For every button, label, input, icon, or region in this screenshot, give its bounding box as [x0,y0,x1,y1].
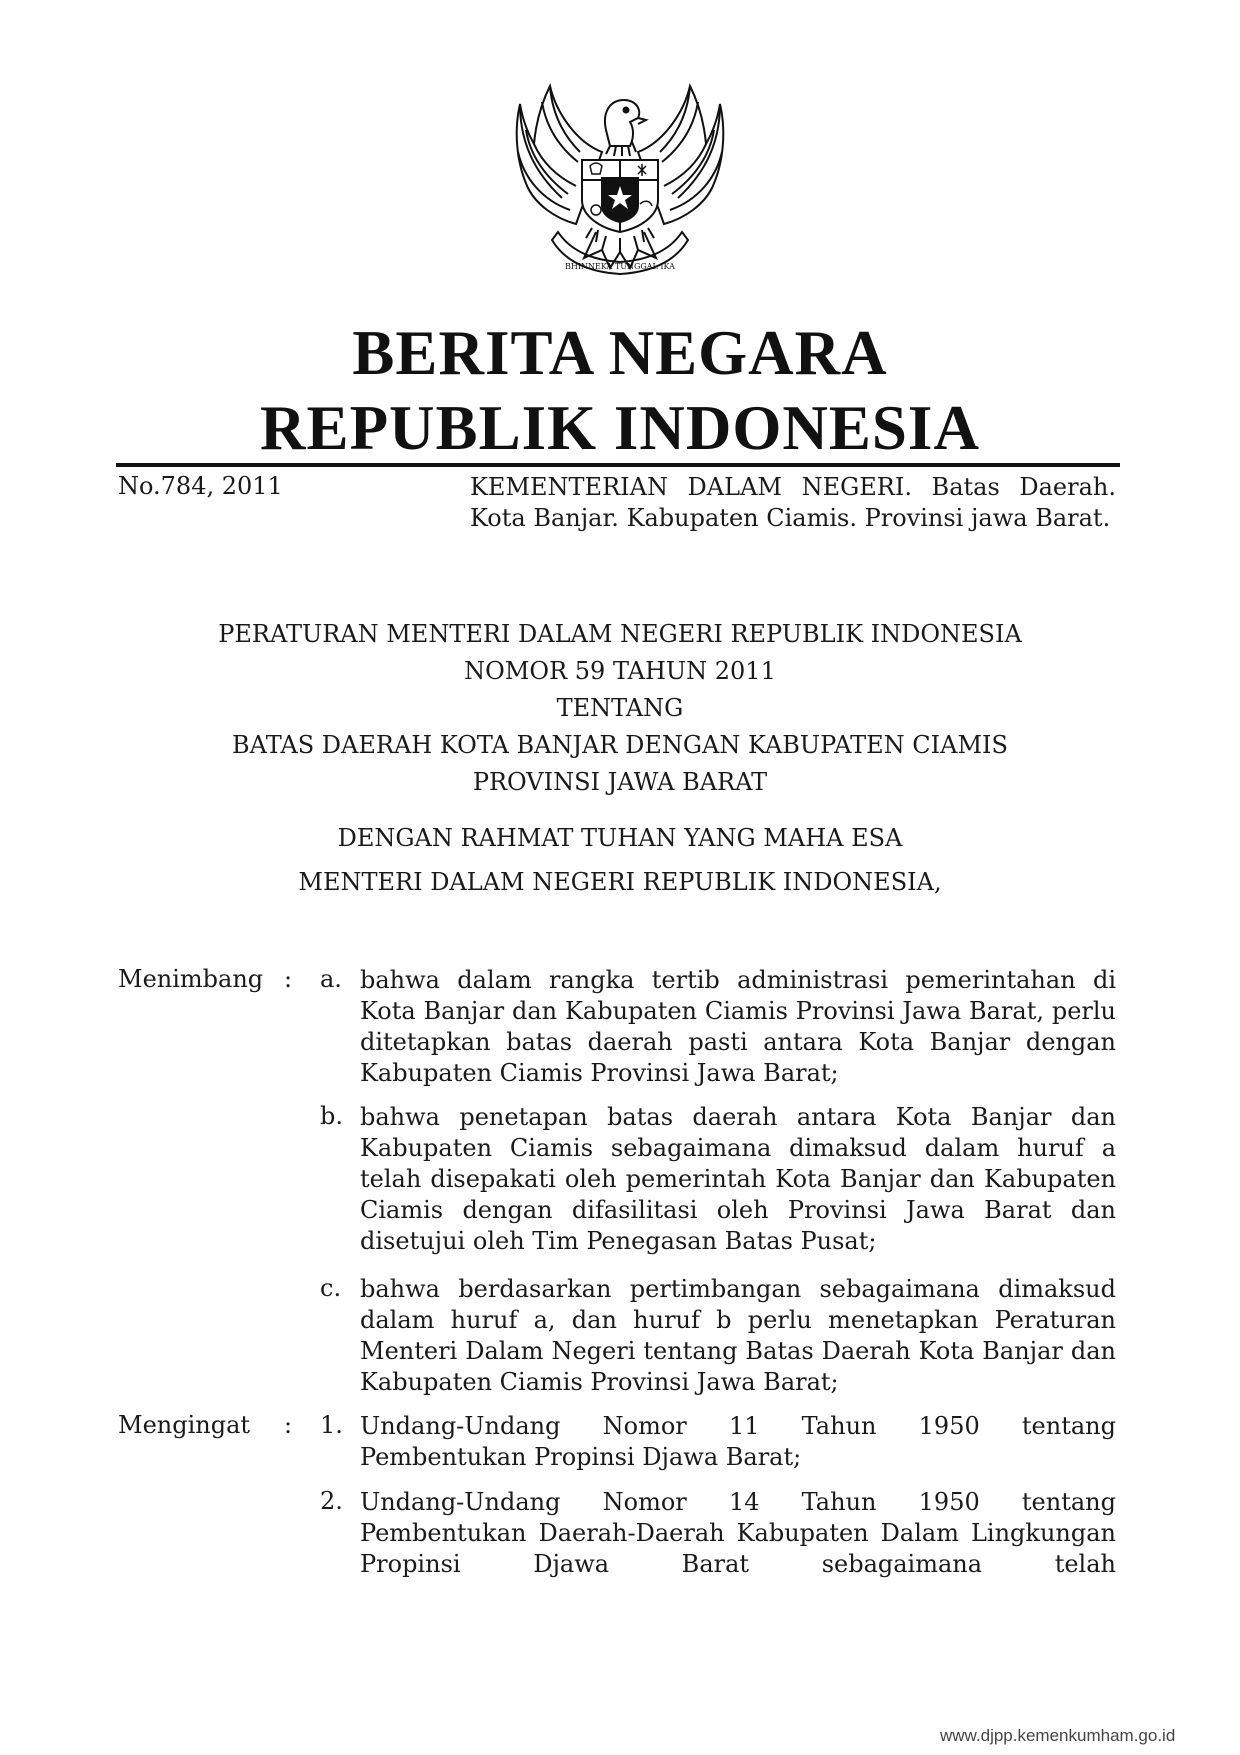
masthead-title-line1: BERITA NEGARA [352,318,888,388]
mengingat-item-2: Undang-Undang Nomor 14 Tahun 1950 tentang Pembentukan Daerah-Daerah Kabupaten Dalam Lingkungan Propinsi Djawa Barat sebagaimana telah [360,1488,1116,1578]
footer-source-url: www.djpp.kemenkumham.go.id [940,1726,1176,1745]
menimbang-item-c-mark: c. [320,1274,342,1302]
menimbang-label: Menimbang [118,965,264,993]
mengingat-colon: : [284,1411,293,1439]
preamble-line2: MENTERI DALAM NEGERI REPUBLIK INDONESIA, [298,868,942,896]
regulation-number: NOMOR 59 TAHUN 2011 [464,657,776,685]
menimbang-item-a: bahwa dalam rangka tertib administrasi pemerintahan di Kota Banjar dan Kabupaten Ciamis Provinsi Jawa Barat, perlu ditetapkan batas daerah pasti antara Kota Banjar dengan Kabupaten Ciamis Provinsi Jawa Barat; [360,966,1116,1087]
regulation-title-line1: PERATURAN MENTERI DALAM NEGERI REPUBLIK INDONESIA [218,620,1022,648]
mengingat-item-1: Undang-Undang Nomor 11 Tahun 1950 tentang Pembentukan Propinsi Djawa Barat; [360,1412,1116,1471]
regulation-tentang: TENTANG [556,694,684,722]
gazette-number: No.784, 2011 [118,472,283,500]
regulation-subject-line1: BATAS DAERAH KOTA BANJAR DENGAN KABUPATEN CIAMIS [232,731,1008,759]
menimbang-item-a-mark: a. [320,965,342,993]
menimbang-colon: : [284,965,293,993]
mengingat-label: Mengingat [118,1411,251,1439]
menimbang-item-c: bahwa berdasarkan pertimbangan sebagaimana dimaksud dalam huruf a, dan huruf b perlu menetapkan Peraturan Menteri Dalam Negeri tentang Batas Daerah Kota Banjar dan Kabupaten Ciamis Provinsi Jawa Barat; [360,1275,1116,1396]
menimbang-item-b-mark: b. [320,1102,343,1130]
regulation-subject-line2: PROVINSI JAWA BARAT [472,768,768,796]
masthead-title-line2: REPUBLIK INDONESIA [260,393,980,463]
gazette-description: KEMENTERIAN DALAM NEGERI. Batas Daerah. Kota Banjar. Kabupaten Ciamis. Provinsi jawa Barat. [470,473,1116,532]
emblem-motto: BHINNEKA TUNGGAL IKA [565,262,675,271]
header-rule [116,463,1120,467]
preamble-line1: DENGAN RAHMAT TUHAN YANG MAHA ESA [337,824,903,852]
mengingat-item-1-mark: 1. [320,1411,343,1439]
garuda-emblem-icon [506,82,734,300]
mengingat-item-2-mark: 2. [320,1487,343,1515]
menimbang-item-b: bahwa penetapan batas daerah antara Kota Banjar dan Kabupaten Ciamis sebagaimana dimaksud dalam huruf a telah disepakati oleh pemerintah Kota Banjar dan Kabupaten Ciamis dengan difasilitasi oleh Provinsi Jawa Barat dan disetujui oleh Tim Penegasan Batas Pusat; [360,1103,1116,1255]
